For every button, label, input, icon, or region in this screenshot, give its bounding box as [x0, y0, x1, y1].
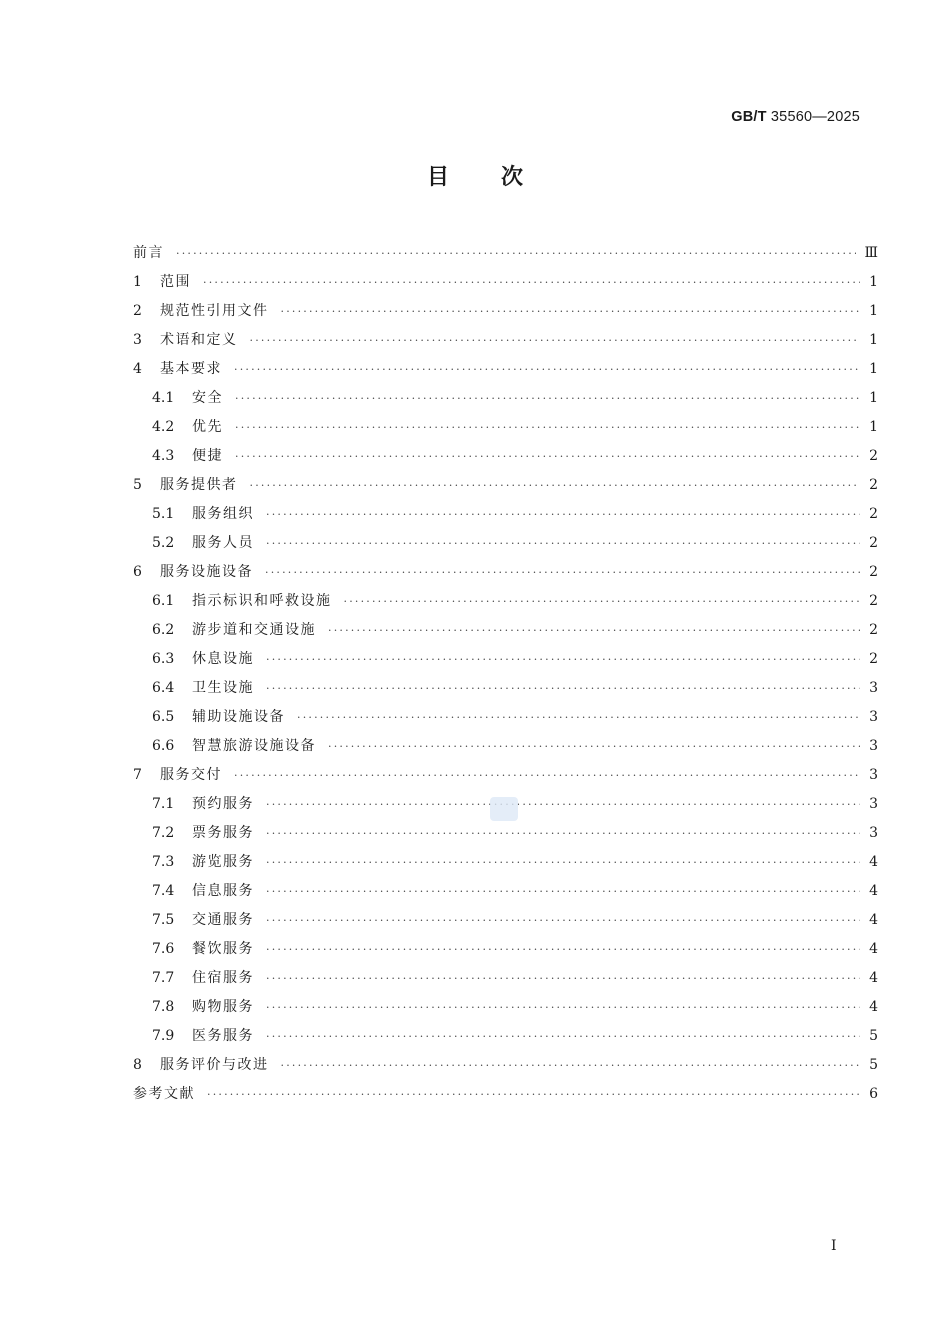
- toc-entry-page: 3: [869, 680, 878, 696]
- toc-entry-title: 辅助设施设备: [192, 709, 285, 725]
- toc-entry-number: 4: [133, 361, 142, 377]
- toc-entry-number: 7.4: [152, 883, 175, 899]
- dot-leader: [266, 529, 860, 558]
- toc-entry-page: 4: [869, 999, 878, 1015]
- dot-leader: [250, 326, 861, 355]
- toc-entry[interactable]: [133, 906, 878, 935]
- toc-entry-title: 安全: [192, 390, 223, 406]
- toc-entry[interactable]: [133, 703, 878, 732]
- toc-entry-number: 7.5: [152, 912, 175, 928]
- toc-entry[interactable]: [133, 500, 878, 529]
- dot-leader: [234, 355, 860, 384]
- dot-leader: [266, 906, 860, 935]
- toc-entry-number: 3: [133, 332, 142, 348]
- toc-entry-number: 6.2: [152, 622, 175, 638]
- toc-entry[interactable]: [133, 732, 878, 761]
- toc-entry-number: 4.1: [152, 390, 175, 406]
- toc-entry-page: 2: [869, 564, 878, 580]
- toc-entry[interactable]: [133, 935, 878, 964]
- toc-entry-title: 信息服务: [192, 883, 254, 899]
- toc-entry-page: 4: [869, 854, 878, 870]
- toc-entry-title: 票务服务: [192, 825, 254, 841]
- dot-leader: [328, 732, 860, 761]
- toc-entry-number: 7.7: [152, 970, 175, 986]
- toc-entry-page: 1: [869, 361, 878, 377]
- dot-leader: [266, 674, 860, 703]
- toc-entry-title: 预约服务: [192, 796, 254, 812]
- dot-leader: [297, 703, 860, 732]
- dot-leader: [344, 587, 861, 616]
- toc-entry-page: 2: [869, 477, 878, 493]
- toc-entry-page: 4: [869, 941, 878, 957]
- toc-entry-title: 术语和定义: [160, 332, 238, 348]
- toc-entry-page: 2: [869, 593, 878, 609]
- toc-entry[interactable]: [133, 993, 878, 1022]
- toc-entry[interactable]: [133, 471, 878, 500]
- dot-leader: [207, 1080, 860, 1109]
- dot-leader: [266, 877, 860, 906]
- dot-leader: [266, 790, 860, 819]
- watermark-logo: [490, 797, 518, 821]
- toc-entry-page: 1: [869, 303, 878, 319]
- dot-leader: [328, 616, 860, 645]
- toc-entry-title: 住宿服务: [192, 970, 254, 986]
- toc-entry-number: 6.6: [152, 738, 175, 754]
- toc-entry-title: 游览服务: [192, 854, 254, 870]
- toc-title-char-2: 次: [501, 165, 524, 190]
- toc-entry-number: 1: [133, 274, 142, 290]
- toc-entry-number: 5: [133, 477, 142, 493]
- dot-leader: [266, 500, 860, 529]
- toc-entry-title: 购物服务: [192, 999, 254, 1015]
- toc-title: [0, 160, 950, 191]
- dot-leader: [235, 442, 860, 471]
- toc-entry-page: 2: [869, 622, 878, 638]
- toc-entry-page: 3: [869, 767, 878, 783]
- toc-entry-title: 医务服务: [192, 1028, 254, 1044]
- dot-leader: [203, 268, 860, 297]
- toc-entry-number: 7.2: [152, 825, 175, 841]
- toc-entry-number: 8: [133, 1057, 142, 1073]
- toc-entry-title: 餐饮服务: [192, 941, 254, 957]
- toc-entry-page: 2: [869, 506, 878, 522]
- dot-leader: [265, 558, 860, 587]
- toc-entry-title: 服务提供者: [160, 477, 238, 493]
- dot-leader: [176, 239, 856, 268]
- toc-entry-number: 2: [133, 303, 142, 319]
- dot-leader: [235, 413, 860, 442]
- toc-entry-title: 休息设施: [192, 651, 254, 667]
- toc-entry-number: 7.8: [152, 999, 175, 1015]
- toc-entry[interactable]: [133, 587, 878, 616]
- toc-entry-number: 4.2: [152, 419, 175, 435]
- toc-entry-number: 7: [133, 767, 142, 783]
- standard-prefix: GB/T: [731, 109, 767, 125]
- toc-entry-page: 3: [869, 738, 878, 754]
- toc-entry[interactable]: [133, 645, 878, 674]
- toc-entry[interactable]: [133, 616, 878, 645]
- toc-entry-page: 3: [869, 825, 878, 841]
- toc-entry-page: 2: [869, 535, 878, 551]
- dot-leader: [266, 935, 860, 964]
- dot-leader: [281, 1051, 861, 1080]
- toc-entry-number: 7.6: [152, 941, 175, 957]
- toc-entry[interactable]: [133, 442, 878, 471]
- toc-entry-page: 5: [869, 1028, 878, 1044]
- toc-entry-number: 5.1: [152, 506, 175, 522]
- dot-leader: [266, 819, 860, 848]
- toc-entry-number: 6.5: [152, 709, 175, 725]
- toc-entry[interactable]: [133, 326, 878, 355]
- toc-entry[interactable]: [133, 413, 878, 442]
- toc-entry[interactable]: [133, 239, 878, 268]
- table-of-contents: [133, 239, 878, 1109]
- toc-entry[interactable]: [133, 674, 878, 703]
- toc-entry-page: 4: [869, 912, 878, 928]
- toc-entry-page: 1: [869, 332, 878, 348]
- toc-entry-title: 参考文献: [133, 1086, 195, 1102]
- toc-entry-number: 7.3: [152, 854, 175, 870]
- dot-leader: [266, 993, 860, 1022]
- toc-entry-number: 7.1: [152, 796, 175, 812]
- toc-entry-number: 6.1: [152, 593, 175, 609]
- dot-leader: [266, 964, 860, 993]
- toc-entry[interactable]: [133, 297, 878, 326]
- toc-entry[interactable]: [133, 848, 878, 877]
- toc-entry-page: 1: [869, 390, 878, 406]
- toc-entry[interactable]: [133, 558, 878, 587]
- toc-entry-page: 5: [869, 1057, 878, 1073]
- dot-leader: [250, 471, 861, 500]
- toc-entry-title: 服务评价与改进: [160, 1057, 269, 1073]
- toc-entry-page: 6: [869, 1086, 878, 1102]
- toc-entry-title: 规范性引用文件: [160, 303, 269, 319]
- toc-entry-title: 服务设施设备: [160, 564, 253, 580]
- toc-entry-title: 范围: [160, 274, 191, 290]
- toc-entry-page: 2: [869, 651, 878, 667]
- toc-entry-title: 指示标识和呼救设施: [192, 593, 332, 609]
- toc-entry-page: 2: [869, 448, 878, 464]
- toc-entry-page: 1: [869, 419, 878, 435]
- toc-entry-number: 6.3: [152, 651, 175, 667]
- toc-entry[interactable]: [133, 761, 878, 790]
- dot-leader: [266, 848, 860, 877]
- toc-entry-title: 服务人员: [192, 535, 254, 551]
- toc-entry-page: 4: [869, 970, 878, 986]
- dot-leader: [235, 384, 860, 413]
- toc-entry-page: 3: [869, 709, 878, 725]
- toc-entry-title: 基本要求: [160, 361, 222, 377]
- toc-entry-title: 服务组织: [192, 506, 254, 522]
- toc-entry-title: 前言: [133, 245, 164, 261]
- toc-entry-page: Ⅲ: [864, 245, 878, 261]
- toc-entry-number: 7.9: [152, 1028, 175, 1044]
- toc-entry[interactable]: [133, 1022, 878, 1051]
- toc-entry-title: 智慧旅游设施设备: [192, 738, 316, 754]
- toc-entry-number: 4.3: [152, 448, 175, 464]
- dot-leader: [281, 297, 861, 326]
- toc-entry[interactable]: [133, 819, 878, 848]
- toc-entry[interactable]: [133, 384, 878, 413]
- toc-entry[interactable]: [133, 355, 878, 384]
- dot-leader: [266, 1022, 860, 1051]
- toc-entry-page: 4: [869, 883, 878, 899]
- toc-entry[interactable]: [133, 529, 878, 558]
- toc-entry[interactable]: [133, 268, 878, 297]
- toc-entry-page: 1: [869, 274, 878, 290]
- toc-entry[interactable]: [133, 1080, 878, 1109]
- toc-entry-title: 优先: [192, 419, 223, 435]
- toc-entry-page: 3: [869, 796, 878, 812]
- toc-entry-title: 卫生设施: [192, 680, 254, 696]
- toc-entry-title: 交通服务: [192, 912, 254, 928]
- toc-title-char-1: 目: [426, 165, 449, 190]
- toc-entry[interactable]: [133, 1051, 878, 1080]
- dot-leader: [234, 761, 860, 790]
- toc-entry-title: 便捷: [192, 448, 223, 464]
- dot-leader: [266, 645, 860, 674]
- toc-entry[interactable]: [133, 964, 878, 993]
- toc-entry-number: 6.4: [152, 680, 175, 696]
- page-number: I: [831, 1238, 837, 1254]
- toc-entry[interactable]: [133, 877, 878, 906]
- toc-entry-title: 游步道和交通设施: [192, 622, 316, 638]
- toc-entry-number: 5.2: [152, 535, 175, 551]
- standard-code: [731, 109, 860, 125]
- toc-entry-title: 服务交付: [160, 767, 222, 783]
- toc-entry-number: 6: [133, 564, 142, 580]
- standard-number: 35560—2025: [766, 109, 860, 125]
